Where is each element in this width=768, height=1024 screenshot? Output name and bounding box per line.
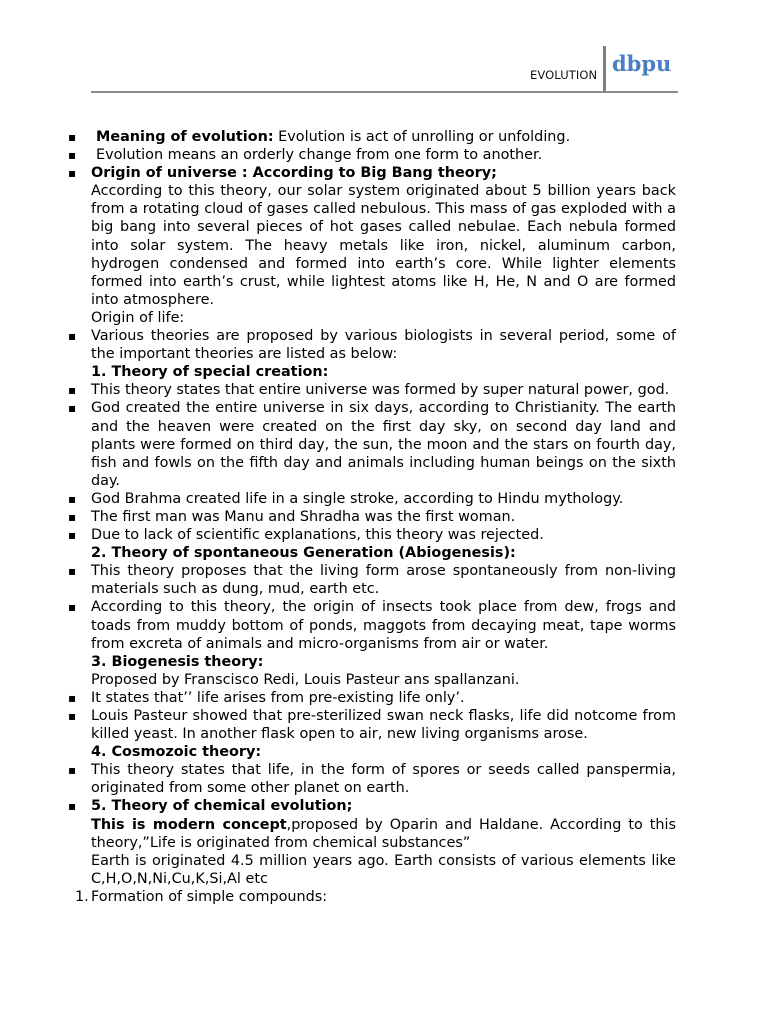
paragraph-text: God created the entire universe in six days, according to Christianity. The earth and the heaven were created on the first day sky, on second day land and plants were formed on third day, the sun, the moon and the stars on fourth day, fish and fowls on the fifth day and animals including human beings on the sixth day.: [91, 400, 676, 489]
bullet-marker: ▪: [68, 491, 77, 506]
header-rule: [91, 91, 678, 93]
paragraph-special-creation-4: [68, 508, 676, 526]
bullet-marker: ▪: [68, 528, 77, 543]
paragraph-bold-text: 5. Theory of chemical evolution;: [91, 798, 353, 815]
paragraph-meaning-of-evolution: [68, 128, 676, 146]
paragraph-earth-origin: [91, 852, 676, 888]
paragraph-big-bang: [91, 182, 676, 309]
paragraph-text: According to this theory, the origin of insects took place from dew, frogs and toads from muddy bottom of ponds, maggots from decaying meat, tape worms from excreta of animals and micro-organisms from air or water.: [91, 599, 676, 652]
bullet-marker: ▪: [68, 383, 77, 398]
paragraph-bold-text: 2. Theory of spontaneous Generation (Abiogenesis):: [91, 545, 516, 562]
bullet-marker: ▪: [68, 148, 77, 163]
paragraph-text: The first man was Manu and Shradha was the first woman.: [91, 508, 516, 525]
paragraph-text: Evolution means an orderly change from one form to another.: [96, 147, 543, 164]
heading-origin-of-universe: [68, 164, 676, 182]
bullet-marker: ▪: [68, 509, 77, 524]
paragraph-special-creation-1: [68, 381, 676, 399]
paragraph-evolution-means: [68, 146, 676, 164]
paragraph-text: It states that’’ life arises from pre-existing life only’.: [91, 689, 465, 706]
paragraph-text: Various theories are proposed by various biologists in several period, some of the important theories are listed as below:: [91, 328, 676, 363]
bullet-marker: ▪: [68, 600, 77, 615]
paragraph-origin-of-life: [91, 309, 676, 327]
paragraph-bold-text: 4. Cosmozoic theory:: [91, 744, 262, 761]
paragraph-text: According to this theory, our solar system originated about 5 billion years back from a rotating cloud of gases called nebulous. This mass of gas exploded with a big bang into several pieces of hot gases called nebulae. Each nebula formed into solar system. The heavy metals like iron, nickel, aluminum carbon, hydrogen condensed and formed into earth’s core. While lighter elements formed into earth’s crust, while lightest atoms like H, He, N and O are formed into atmosphere.: [91, 183, 676, 308]
paragraph-text: Earth is originated 4.5 million years ago. Earth consists of various elements like C,H,O,N,Ni,Cu,K,Si,Al etc: [91, 852, 676, 887]
bullet-marker: ▪: [68, 799, 77, 814]
paragraph-text: Origin of life:: [91, 309, 185, 326]
heading-chemical-evolution: [68, 797, 676, 815]
paragraph-text: Proposed by Franscisco Redi, Louis Pasteur ans spallanzani.: [91, 671, 520, 688]
bullet-marker: ▪: [68, 690, 77, 705]
paragraph-text: Louis Pasteur showed that pre-sterilized swan neck flasks, life did notcome from killed yeast. In another flask open to air, new living organisms arose.: [91, 708, 676, 743]
heading-spontaneous-generation: [91, 544, 676, 562]
paragraph-cosmozoic-1: [68, 761, 676, 797]
paragraph-bold-text: Origin of universe : According to Big Bang theory;: [91, 165, 497, 182]
paragraph-text: This theory states that entire universe was formed by super natural power, god.: [91, 382, 670, 399]
paragraph-text: This theory proposes that the living form arose spontaneously from non-living materials such as dung, mud, earth etc.: [91, 563, 676, 598]
bullet-marker: ▪: [68, 709, 77, 723]
header-section-label: EVOLUTION: [530, 68, 598, 82]
paragraph-text: This theory states that life, in the form of spores or seeds called panspermia, originated from some other planet on earth.: [91, 762, 676, 797]
paragraph-text: God Brahma created life in a single stroke, according to Hindu mythology.: [91, 490, 624, 507]
paragraph-various-theories: [68, 327, 676, 363]
paragraph-biogenesis-2: [68, 707, 676, 743]
paragraph-abiogenesis-1: [68, 562, 676, 598]
paragraph-text: Evolution is act of unrolling or unfolding.: [273, 129, 571, 145]
paragraph-bold-text: Meaning of evolution:: [96, 129, 274, 145]
header-divider: [603, 46, 606, 92]
paragraph-text: Formation of simple compounds:: [91, 888, 328, 905]
paragraph-bold-text: 1. Theory of special creation:: [91, 364, 329, 381]
paragraph-text: Due to lack of scientific explanations, this theory was rejected.: [91, 527, 544, 544]
paragraph-biogenesis-1: [68, 689, 676, 707]
bullet-marker: ▪: [68, 130, 77, 144]
bullet-marker: ▪: [68, 166, 77, 181]
header-logo: dbpu: [612, 51, 672, 76]
bullet-marker: ▪: [68, 564, 77, 579]
numbered-item-simple-compounds: [75, 888, 676, 906]
paragraph-modern-concept: [91, 816, 676, 852]
paragraph-abiogenesis-2: [68, 598, 676, 652]
bullet-marker: ▪: [68, 763, 77, 778]
heading-cosmozoic: [91, 743, 676, 761]
paragraph-special-creation-3: [68, 490, 676, 508]
document-body: [0, 128, 768, 906]
paragraph-bold-text: 3. Biogenesis theory:: [91, 653, 264, 670]
list-number: 1.: [75, 888, 89, 905]
paragraph-bold-text: This is modern concept: [91, 816, 287, 833]
heading-special-creation: [91, 363, 676, 381]
bullet-marker: ▪: [68, 401, 77, 416]
paragraph-special-creation-5: [68, 526, 676, 544]
heading-biogenesis: [91, 653, 676, 671]
paragraph-text: ,proposed by Oparin and Haldane. According to this theory,”Life is originated from chemical substances”: [91, 816, 676, 851]
bullet-marker: ▪: [68, 329, 77, 344]
paragraph-biogenesis-proposed: [91, 671, 676, 689]
paragraph-special-creation-2: [68, 399, 676, 489]
